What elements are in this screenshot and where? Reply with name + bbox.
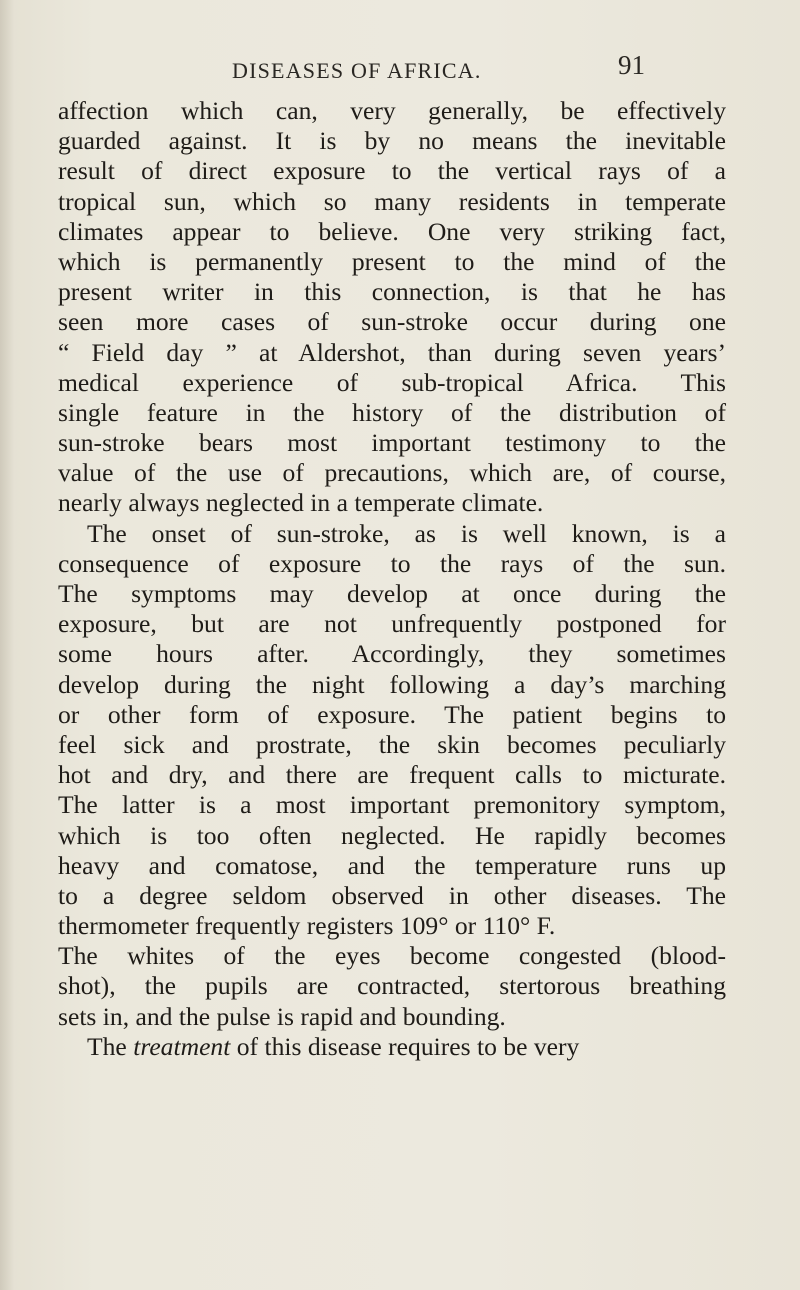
text-line: which is permanently present to the mind of the [58,246,726,276]
text-line: result of direct exposure to the vertical rays of a [58,156,726,186]
text-line: “ Field day ” at Aldershot, than during seven years’ [58,337,726,367]
text-line: hot and dry, and there are frequent calls to micturate. [58,760,726,790]
text-line: consequence of exposure to the rays of the sun. [58,548,726,578]
text-line: guarded against. It is by no means the inevitable [58,126,726,156]
spine-shadow [0,0,14,1290]
text-line: medical experience of sub-tropical Africa. This [58,367,726,397]
text-line: some hours after. Accordingly, they sometimes [58,639,726,669]
text-line: thermometer frequently registers 109° or 110° F. [58,911,556,941]
text-line: The onset of sun-stroke, as is well known, is a [87,518,726,548]
final-line-start: The [87,1031,134,1061]
page-number: 91 [618,50,645,80]
text-line-final [58,1032,726,1062]
text-line: The latter is a most important premonitory symptom, [58,790,726,820]
body-text [58,96,726,1062]
text-line: develop during the night following a day’s marching [58,669,726,699]
text-line: heavy and comatose, and the temperature runs up [58,850,726,880]
text-line: climates appear to believe. One very striking fact, [58,216,726,246]
text-line: sets in, and the pulse is rapid and bounding. [58,1001,506,1031]
text-line: or other form of exposure. The patient begins to [58,699,726,729]
text-line: seen more cases of sun-stroke occur during one [58,307,726,337]
running-title: DISEASES OF AFRICA. [232,58,482,83]
text-line: sun-stroke bears most important testimony to the [58,428,726,458]
text-line: tropical sun, which so many residents in temperate [58,186,726,216]
text-line: The symptoms may develop at once during the [58,579,726,608]
text-line: feel sick and prostrate, the skin becomes peculiarly [58,729,726,759]
text-line: which is too often neglected. He rapidly becomes [58,820,726,850]
emphasis-treatment: treatment [133,1031,231,1061]
text-line: exposure, but are not unfrequently postponed for [58,609,726,639]
text-line: present writer in this connection, is that he has [58,277,726,307]
text-line: shot), the pupils are contracted, stertorous breathing [58,971,726,1001]
text-line: affection which can, very generally, be effectively [58,96,726,125]
text-line: The whites of the eyes become congested (blood- [58,941,726,971]
text-line: nearly always neglected in a temperate climate. [58,488,544,518]
running-head [0,50,800,88]
text-line: single feature in the history of the distribution of [58,397,726,427]
final-line-end: of this disease requires to be very [230,1031,580,1061]
text-line: value of the use of precautions, which are, of course, [58,458,726,488]
text-line: to a degree seldom observed in other diseases. The [58,880,726,910]
